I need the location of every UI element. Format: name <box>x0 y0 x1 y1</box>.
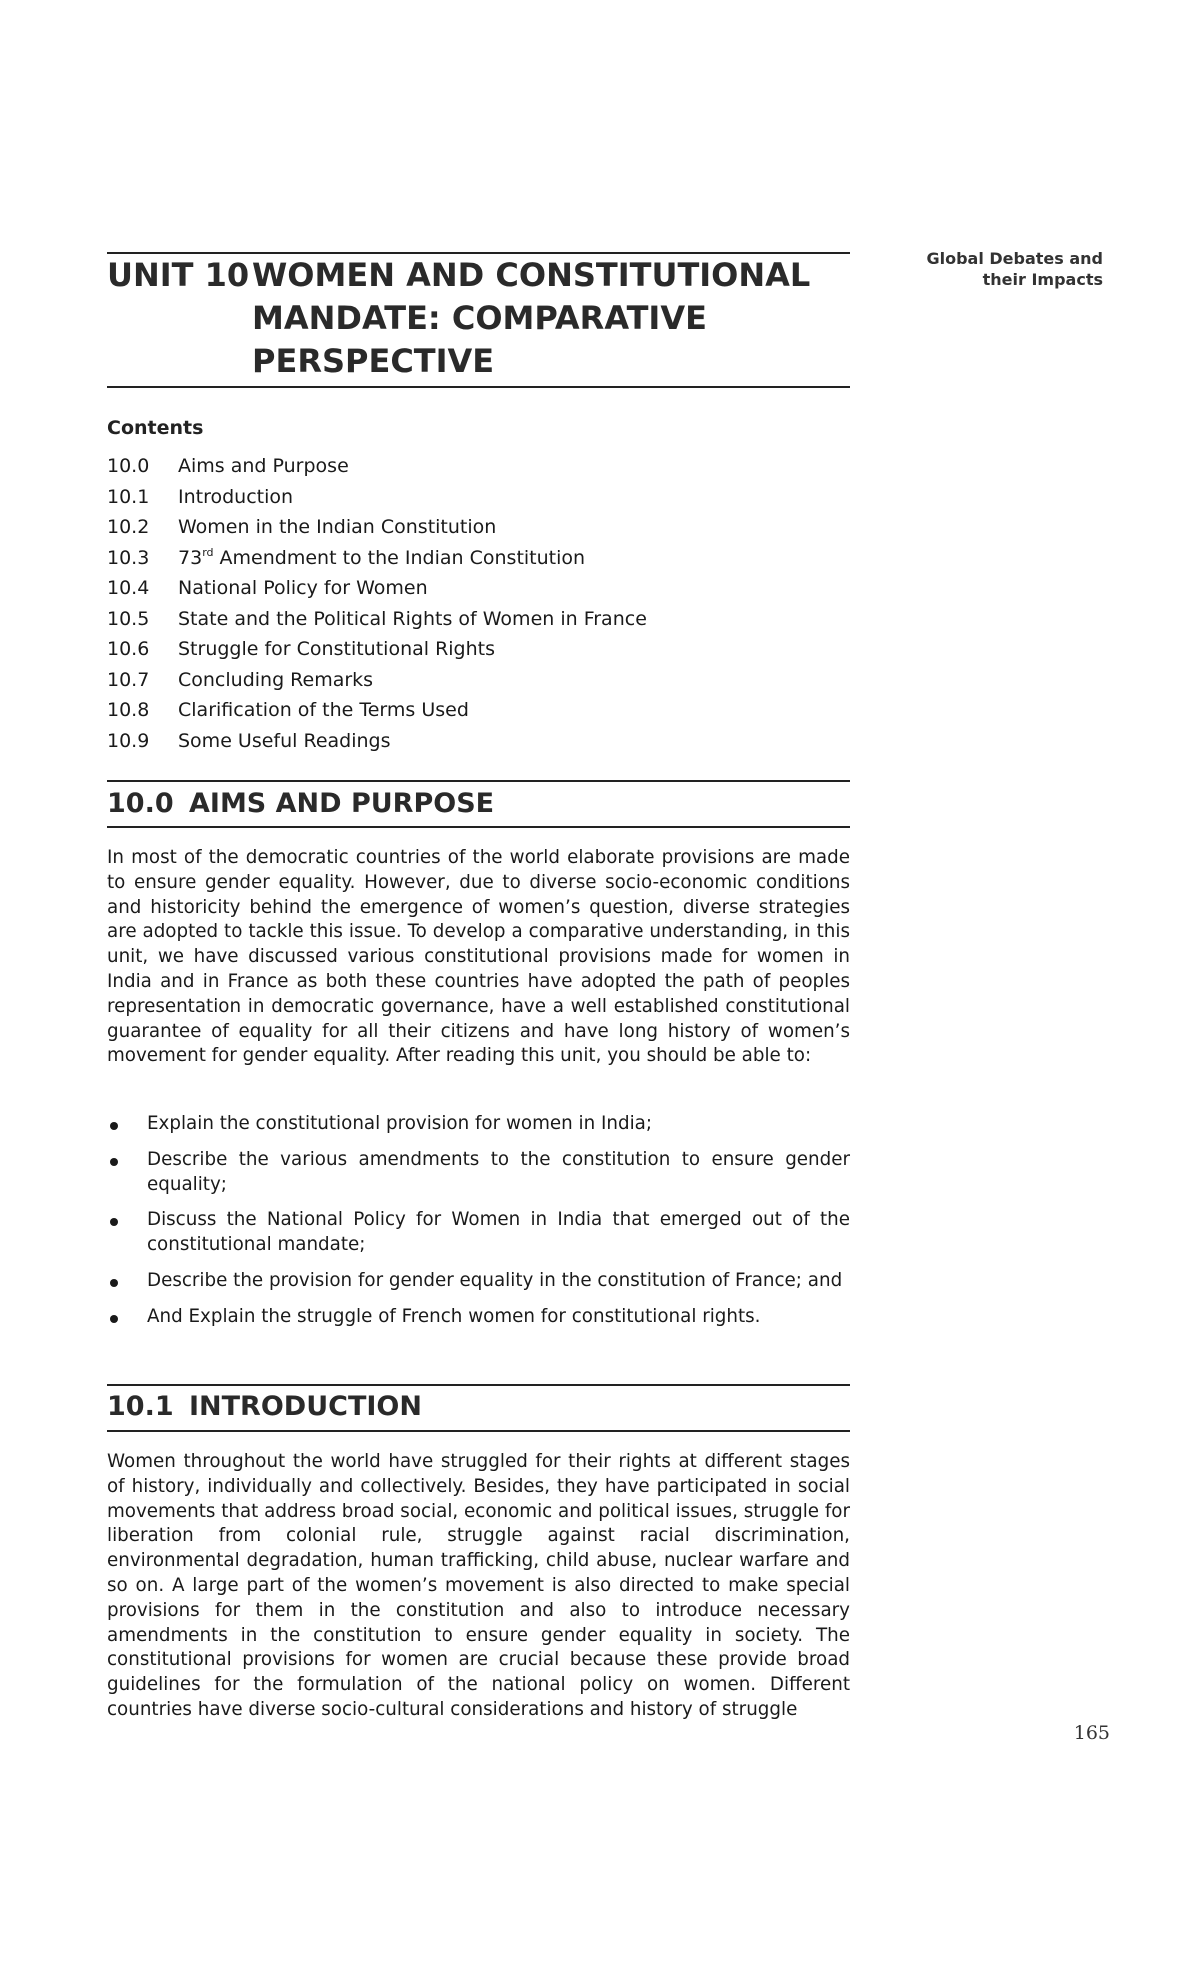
page-number: 165 <box>1073 1722 1110 1744</box>
toc-number: 10.4 <box>107 577 150 599</box>
toc-item[interactable] <box>107 695 850 726</box>
toc-item[interactable] <box>107 634 850 665</box>
toc-title: State and the Political Rights of Women in France <box>178 607 647 630</box>
objective-item <box>107 1148 850 1198</box>
toc-number: 10.9 <box>107 729 150 752</box>
unit-title-text <box>252 254 832 383</box>
running-header-line2: their Impacts <box>982 270 1103 289</box>
bullet-icon <box>110 1122 118 1130</box>
unit-title-line1: WOMEN AND CONSTITUTIONAL <box>252 256 811 294</box>
section-title: AIMS AND PURPOSE <box>189 788 495 819</box>
section-heading-introduction <box>107 1391 422 1422</box>
toc-title: Clarification of the Terms Used <box>178 699 469 721</box>
toc-title: Struggle for Constitutional Rights <box>178 638 495 660</box>
toc-item[interactable] <box>107 573 850 604</box>
toc-number: 10.5 <box>107 607 150 630</box>
objective-text: Describe the various amendments to the constitution to ensure gender equality; <box>147 1148 850 1195</box>
running-header-line1: Global Debates and <box>926 249 1103 268</box>
toc-item[interactable] <box>107 512 850 543</box>
toc-item[interactable] <box>107 543 850 574</box>
toc-title: Concluding Remarks <box>178 668 374 691</box>
toc-item[interactable] <box>107 482 850 513</box>
toc-number: 10.1 <box>107 485 150 508</box>
bullet-icon <box>110 1158 118 1166</box>
toc-number: 10.2 <box>107 516 150 538</box>
toc-item[interactable] <box>107 665 850 696</box>
table-of-contents <box>107 451 850 756</box>
objective-item <box>107 1269 850 1294</box>
section-heading-aims <box>107 788 494 819</box>
title-bottom-rule <box>107 386 850 388</box>
objectives-list <box>107 1112 850 1341</box>
section-number: 10.1 <box>107 1391 174 1422</box>
introduction-paragraph: Women throughout the world have struggled for their rights at different stages of history, individually and collectively. Besides, they have participated in social movements that address broad social, economic and political issues, struggle for liberation from colonial rule, struggle against racial discrimination, environmental degradation, human trafficking, child abuse, nuclear warfare and so on. A large part of the women’s movement is also directed to make special provisions for them in the constitution and also to introduce necessary amendments in the constitution to ensure gender equality in society. The constitutional provisions for women are crucial because these provide broad guidelines for the formulation of the national policy on women. Different countries have diverse socio-cultural considerations and history of struggle <box>107 1451 850 1720</box>
objective-text: Describe the provision for gender equality in the constitution of France; and <box>147 1269 843 1291</box>
section-intro-top-rule <box>107 1384 850 1386</box>
toc-title-rest: Amendment to the Indian Constitution <box>213 546 586 569</box>
toc-title: Some Useful Readings <box>178 729 391 752</box>
toc-number: 10.8 <box>107 699 150 721</box>
unit-label: UNIT 10 <box>107 256 250 294</box>
toc-number: 10.0 <box>107 455 150 477</box>
toc-item[interactable] <box>107 451 850 482</box>
objective-text: Explain the constitutional provision for women in India; <box>147 1113 653 1134</box>
toc-title-ordinal: 73 <box>178 546 203 569</box>
objective-item <box>107 1112 850 1137</box>
section-intro-bottom-rule <box>107 1430 850 1432</box>
toc-title: National Policy for Women <box>178 577 428 599</box>
contents-heading: Contents <box>107 417 204 439</box>
unit-title-line3: PERSPECTIVE <box>252 342 495 380</box>
toc-number: 10.7 <box>107 668 150 691</box>
objective-text: And Explain the struggle of French women for constitutional rights. <box>147 1305 761 1327</box>
section-title: INTRODUCTION <box>189 1391 422 1422</box>
running-header <box>843 248 1103 290</box>
unit-title-line2: MANDATE: COMPARATIVE <box>252 299 707 337</box>
toc-number: 10.3 <box>107 546 150 569</box>
toc-item[interactable] <box>107 726 850 757</box>
section-aims-top-rule <box>107 780 850 782</box>
bullet-icon <box>110 1315 118 1323</box>
toc-number: 10.6 <box>107 638 150 660</box>
objective-text: Discuss the National Policy for Women in India that emerged out of the constitutional mandate; <box>147 1209 850 1256</box>
toc-title <box>178 543 585 574</box>
toc-title: Aims and Purpose <box>178 455 349 477</box>
toc-title-superscript: rd <box>202 545 214 559</box>
toc-title: Women in the Indian Constitution <box>178 516 497 538</box>
section-aims-bottom-rule <box>107 826 850 828</box>
section-number: 10.0 <box>107 788 174 819</box>
objective-item <box>107 1305 850 1330</box>
bullet-icon <box>110 1218 118 1226</box>
objective-item <box>107 1208 850 1258</box>
toc-item[interactable] <box>107 604 850 635</box>
aims-paragraph: In most of the democratic countries of the world elaborate provisions are made to ensure gender equality. However, due to diverse socio-economic conditions and historicity behind the emergence of women’s question, diverse strategies are adopted to tackle this issue. To develop a comparative understanding, in this unit, we have discussed various constitutional provisions made for women in India and in France as both these countries have adopted the path of peoples representation in democratic governance, have a well established constitutional guarantee of equality for all their citizens and have long history of women’s movement for gender equality. After reading this unit, you should be able to: <box>107 847 850 1067</box>
toc-title: Introduction <box>178 485 294 508</box>
bullet-icon <box>110 1279 118 1287</box>
